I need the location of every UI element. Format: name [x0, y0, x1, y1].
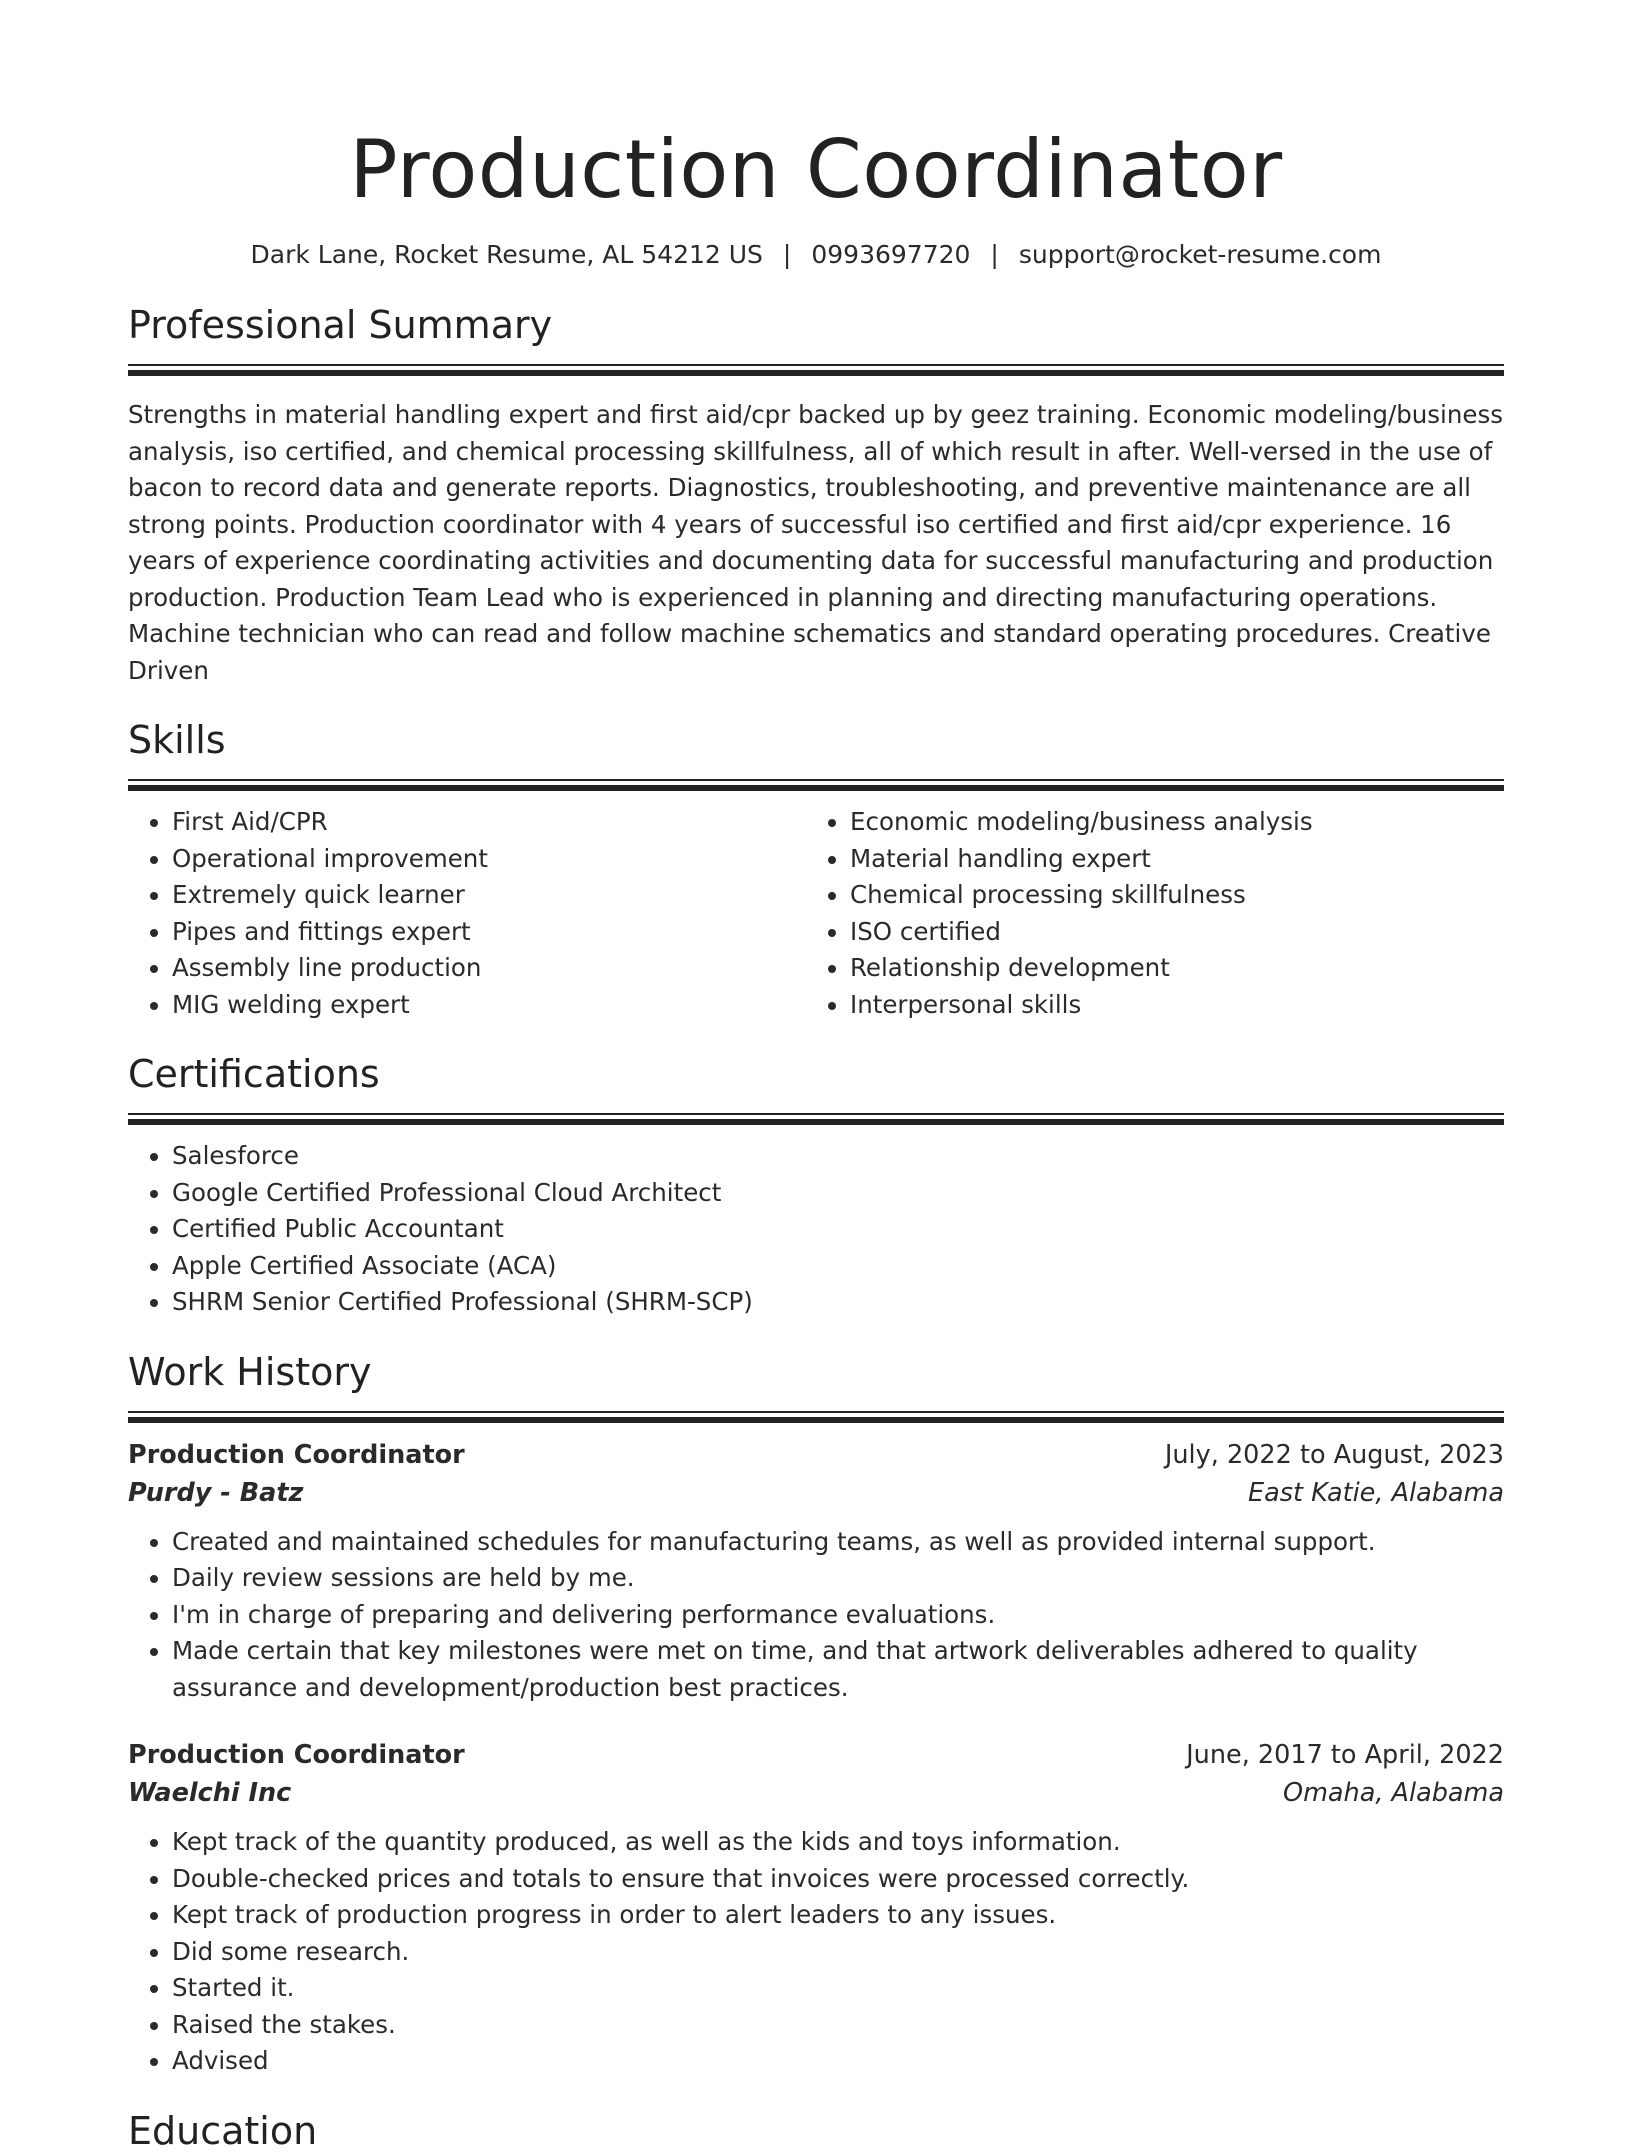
section-divider: [128, 1411, 1504, 1420]
job-bullet: • Raised the stakes.: [172, 2007, 1504, 2044]
job-entry: [128, 1436, 1504, 1707]
skill-item: • MIG welding expert: [172, 987, 806, 1024]
job-bullet-list: [128, 1824, 1504, 2080]
job-subheader: [128, 1774, 1504, 1812]
skill-item: • Operational improvement: [172, 841, 806, 878]
skills-heading: Skills: [128, 718, 226, 762]
contact-email: support@rocket-resume.com: [1018, 240, 1382, 269]
skills-list-left: [128, 804, 806, 1023]
job-location: Omaha, Alabama: [1283, 1778, 1504, 1808]
education-section: [128, 2106, 1504, 2156]
certification-item: • Apple Certified Associate (ACA): [172, 1248, 1504, 1285]
certifications-list: [128, 1138, 1504, 1321]
resume-page: [128, 0, 1504, 2156]
section-divider: [128, 364, 1504, 373]
job-bullet: • Made certain that key milestones were met on time, and that artwork deliverables adhered to quality assurance and development/production best practices.: [172, 1633, 1504, 1706]
contact-separator: |: [782, 240, 792, 269]
job-bullet: • Double-checked prices and totals to ensure that invoices were processed correctly.: [172, 1861, 1504, 1898]
skill-item: • Material handling expert: [850, 841, 1484, 878]
summary-section: [128, 300, 1504, 689]
skills-grid: [128, 804, 1504, 1023]
job-bullet: • I'm in charge of preparing and delivering performance evaluations.: [172, 1597, 1504, 1634]
job-company: Waelchi Inc: [128, 1778, 292, 1808]
summary-heading: Professional Summary: [128, 303, 553, 347]
skill-item: • ISO certified: [850, 914, 1484, 951]
skill-item: • Extremely quick learner: [172, 877, 806, 914]
job-bullet: • Started it.: [172, 1970, 1504, 2007]
skills-column-left: [128, 804, 806, 1023]
job-bullet: • Did some research.: [172, 1934, 1504, 1971]
summary-text: Strengths in material handling expert and first aid/cpr backed up by geez training. Economic modeling/business analysis, iso certified, and chemical processing skillfulness, all of which result in after. Well-versed in the use of bacon to record data and generate reports. Diagnostics, troubleshooting, and preventive maintenance are all strong points. Production coordinator with 4 years of successful iso certified and first aid/cpr experience. 16 years of experience coordinating activities and documenting data for successful manufacturing and production production. Production Team Lead who is experienced in planning and directing manufacturing operations. Machine technician who can read and follow machine schematics and standard operating procedures. Creative Driven: [128, 400, 1503, 685]
job-bullet-list: [128, 1524, 1504, 1707]
skill-item: • Assembly line production: [172, 950, 806, 987]
contact-phone: 0993697720: [811, 240, 971, 269]
job-title: Production Coordinator: [128, 1740, 465, 1770]
skill-item: • Chemical processing skillfulness: [850, 877, 1484, 914]
skill-item: • Interpersonal skills: [850, 987, 1484, 1024]
certification-item: • Salesforce: [172, 1138, 1504, 1175]
work-history-section: [128, 1347, 1504, 2080]
job-dates: July, 2022 to August, 2023: [1164, 1439, 1504, 1470]
contact-separator: |: [990, 240, 999, 269]
certification-item: • Google Certified Professional Cloud Architect: [172, 1175, 1504, 1212]
skill-item: • Relationship development: [850, 950, 1484, 987]
resume-name: Production Coordinator: [349, 123, 1283, 216]
skill-item: • First Aid/CPR: [172, 804, 806, 841]
job-company: Purdy - Batz: [128, 1477, 304, 1508]
skills-column-right: [806, 804, 1484, 1023]
work-history-heading: Work History: [128, 1349, 372, 1394]
job-location: East Katie, Alabama: [1248, 1477, 1504, 1508]
certifications-heading: Certifications: [128, 1052, 380, 1096]
education-heading: Education: [128, 2108, 318, 2153]
job-dates: June, 2017 to April, 2022: [1186, 1740, 1504, 1770]
skill-item: • Economic modeling/business analysis: [850, 804, 1484, 841]
contact-address: Dark Lane, Rocket Resume, AL 54212 US: [250, 240, 763, 269]
job-header: [128, 1736, 1504, 1774]
section-divider: [128, 779, 1504, 788]
job-entry: [128, 1736, 1504, 2080]
certification-item: • SHRM Senior Certified Professional (SHRM-SCP): [172, 1284, 1504, 1321]
job-bullet: • Daily review sessions are held by me.: [172, 1560, 1504, 1597]
job-title: Production Coordinator: [128, 1439, 465, 1470]
job-bullet: • Advised: [172, 2043, 1504, 2080]
skill-item: • Pipes and fittings expert: [172, 914, 806, 951]
skills-list-right: [806, 804, 1484, 1023]
job-bullet: • Kept track of production progress in order to alert leaders to any issues.: [172, 1897, 1504, 1934]
job-bullet: • Kept track of the quantity produced, as well as the kids and toys information.: [172, 1824, 1504, 1861]
job-subheader: [128, 1474, 1504, 1512]
job-header: [128, 1436, 1504, 1474]
section-divider: [128, 1113, 1504, 1122]
contact-line: [128, 238, 1504, 272]
certifications-section: [128, 1049, 1504, 1321]
job-bullet: • Created and maintained schedules for manufacturing teams, as well as provided internal support.: [172, 1524, 1504, 1561]
certification-item: • Certified Public Accountant: [172, 1211, 1504, 1248]
skills-section: [128, 715, 1504, 1023]
